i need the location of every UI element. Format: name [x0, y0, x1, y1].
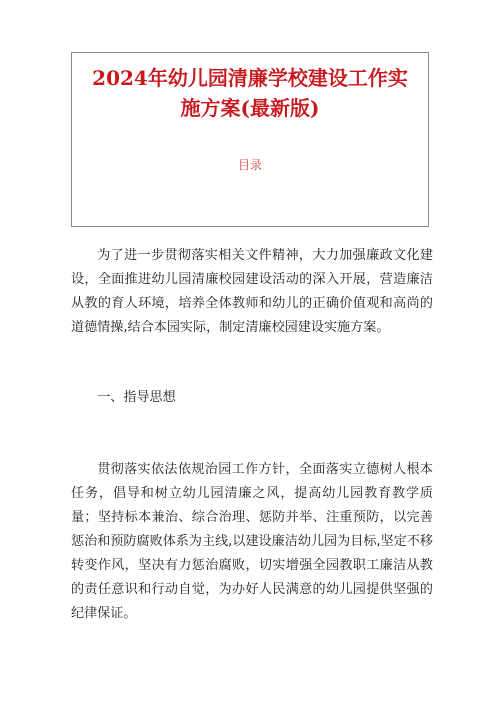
intro-paragraph: 为了进一步贯彻落实相关文件精神，大力加强廉政文化建设，全面推进幼儿园清廉校园建设活动的深入开展，营造廉洁从教的育人环境，培养全体教师和幼儿的正确价值观和高尚的道德情操,结合本园实际，制定清廉校园建设实施方案。	[71, 248, 433, 335]
section-paragraph-guiding-ideology: 贯彻落实依法依规治园工作方针，全面落实立德树人根本任务，倡导和树立幼儿园清廉之风，提高幼儿园教育教学质量；坚持标本兼治、综合治理、惩防并举、注重预防，以完善惩治和预防腐败体系为主线,以建设廉洁幼儿园为目标,坚定不移转变作风，坚决有力惩治腐败，切实增强全园教职工廉洁从教的责任意识和行动自觉，为办好人民满意的幼儿园提供坚强的纪律保证。	[71, 462, 433, 621]
document-body	[71, 244, 433, 626]
section-heading-guiding-ideology: 一、指导思想	[97, 390, 176, 405]
table-of-contents-label: 目录	[237, 158, 262, 172]
document-title: 2024年幼儿园清廉学校建设工作实施方案(最新版)	[92, 66, 408, 120]
cover-box	[71, 52, 429, 227]
